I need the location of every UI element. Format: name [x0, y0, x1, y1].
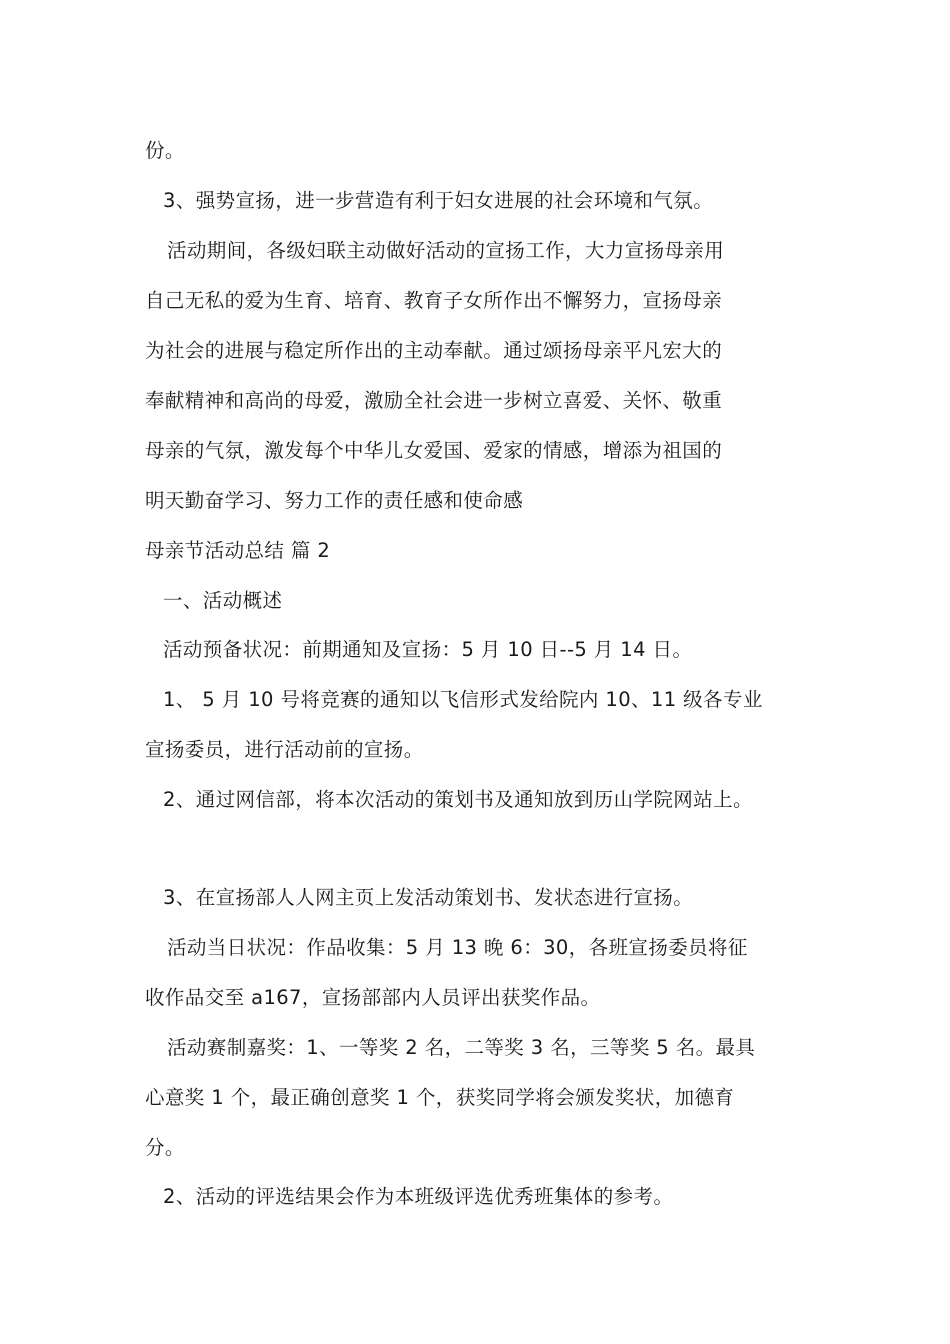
text-line: 心意奖 1 个，最正确创意奖 1 个，获奖同学将会颁发奖状，加德育 — [145, 1086, 735, 1109]
text-line: 分。 — [145, 1136, 185, 1159]
text-line: 3、强势宣扬，进一步营造有利于妇女进展的社会环境和气氛。 — [163, 189, 714, 212]
text-line: 奉献精神和高尚的母爱，激励全社会进一步树立喜爱、关怀、敬重 — [145, 389, 723, 412]
text-line: 2、通过网信部，将本次活动的策划书及通知放到历山学院网站上。 — [163, 788, 753, 811]
text-line: 活动当日状况：作品收集：5 月 13 晚 6：30，各班宣扬委员将征 — [167, 936, 748, 959]
section-heading: 母亲节活动总结 篇 2 — [145, 539, 331, 562]
text-line: 宣扬委员，进行活动前的宣扬。 — [145, 738, 424, 761]
text-line: 母亲的气氛，激发每个中华儿女爱国、爱家的情感，增添为祖国的 — [145, 439, 723, 462]
text-line: 收作品交至 a167，宣扬部部内人员评出获奖作品。 — [145, 986, 601, 1009]
subsection-heading: 一、活动概述 — [163, 589, 283, 612]
text-line: 活动赛制嘉奖：1、一等奖 2 名，二等奖 3 名，三等奖 5 名。最具 — [167, 1036, 756, 1059]
text-line: 活动期间，各级妇联主动做好活动的宣扬工作，大力宣扬母亲用 — [167, 239, 725, 262]
text-line: 3、在宣扬部人人网主页上发活动策划书、发状态进行宣扬。 — [163, 886, 694, 909]
text-line: 2、活动的评选结果会作为本班级评选优秀班集体的参考。 — [163, 1185, 674, 1208]
text-line: 份。 — [145, 139, 185, 162]
text-line: 自己无私的爱为生育、培育、教育子女所作出不懈努力，宣扬母亲 — [145, 289, 723, 312]
text-line: 明天勤奋学习、努力工作的责任感和使命感 — [145, 489, 524, 512]
text-line: 为社会的进展与稳定所作出的主动奉献。通过颂扬母亲平凡宏大的 — [145, 339, 723, 362]
text-line: 活动预备状况：前期通知及宣扬：5 月 10 日--5 月 14 日。 — [163, 638, 693, 661]
text-line: 1、 5 月 10 号将竞赛的通知以飞信形式发给院内 10、11 级各专业 — [163, 688, 763, 711]
